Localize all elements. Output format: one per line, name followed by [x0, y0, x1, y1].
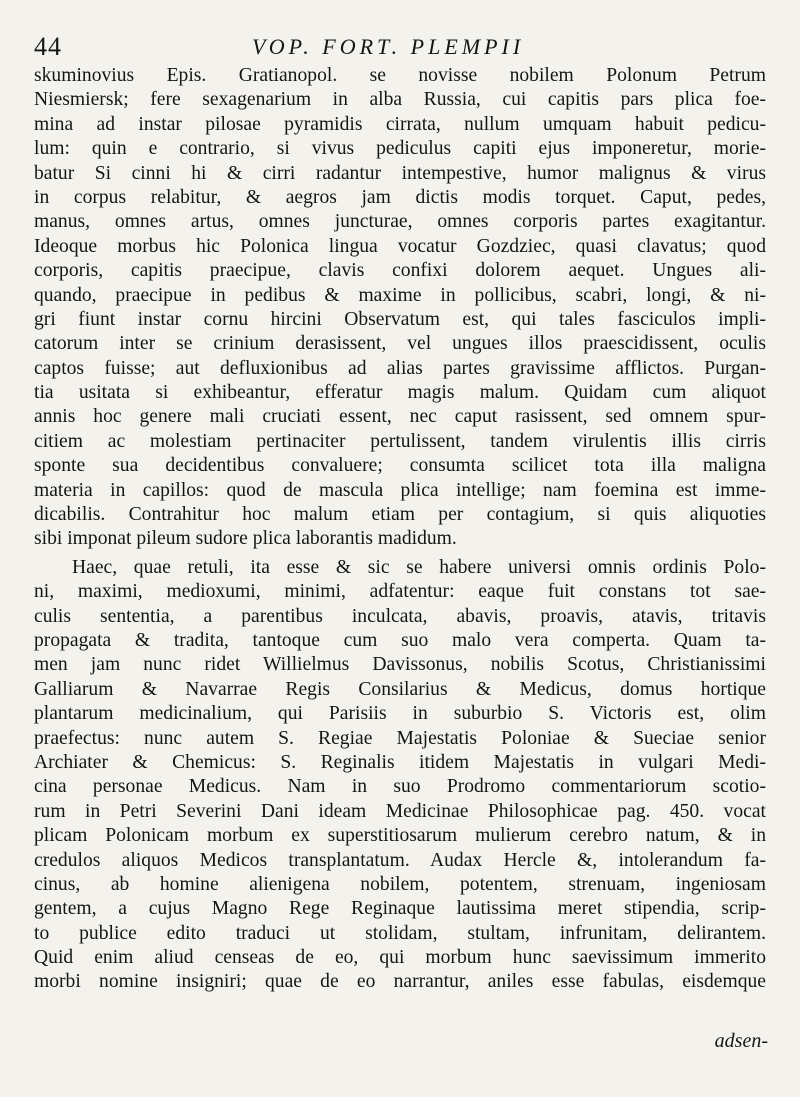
text-line: tia usitata si exhibeantur, efferatur magis malum. Quidam cum aliquot	[34, 382, 766, 404]
text-line: cinus, ab homine alienigena nobilem, potentem, strenuam, ingeniosam	[34, 873, 766, 895]
text-line: batur Si cinni hi & cirri radantur intempestive, humor malignus & virus	[34, 162, 766, 184]
text-line: to publice edito traduci ut stolidam, stultam, infrunitam, delirantem.	[34, 922, 766, 944]
text-line: cina personae Medicus. Nam in suo Prodromo commentariorum scotio-	[34, 776, 766, 798]
running-head: VOP. FORT. PLEMPII	[252, 34, 525, 59]
page-number: 44	[34, 32, 62, 61]
text-line: Ideoque morbus hic Polonica lingua vocatur Gozdziec, quasi clavatus; quod	[34, 235, 766, 257]
paragraph-1	[34, 64, 766, 552]
text-line: captos fuisse; aut defluxionibus ad alias partes gravissime afflictos. Purgan-	[34, 357, 766, 379]
text-line: Quid enim aliud censeas de eo, qui morbum hunc saevissimum immerito	[34, 947, 766, 969]
text-line: culis sententia, a parentibus inculcata, abavis, proavis, atavis, tritavis	[34, 605, 766, 627]
text-line: Haec, quae retuli, ita esse & sic se habere universi omnis ordinis Polo-	[72, 556, 766, 578]
text-line: sibi imponat pileum sudore plica laborantis madidum.	[34, 528, 457, 550]
text-line: Galliarum & Navarrae Regis Consilarius & Medicus, domus hortique	[34, 678, 766, 700]
text-line: gentem, a cujus Magno Rege Reginaque lautissima meret stipendia, scrip-	[34, 898, 766, 920]
text-line: plantarum medicinalium, qui Parisiis in suburbio S. Victoris est, olim	[34, 703, 766, 725]
text-line: manus, omnes artus, omnes juncturae, omnes corporis partes exagitantur.	[34, 211, 766, 233]
text-line: dicabilis. Contrahitur hoc malum etiam per contagium, si quis aliquoties	[34, 504, 766, 526]
text-line: propagata & tradita, tantoque cum suo malo vera comperta. Quam ta-	[34, 629, 766, 651]
paragraph-2	[34, 556, 766, 995]
text-line: catorum inter se crinium derasissent, vel ungues illos praescidissent, oculis	[34, 333, 766, 355]
text-line: lum: quin e contrario, si vivus pediculus capiti ejus imponeretur, morie-	[34, 138, 766, 160]
text-line: gri fiunt instar cornu hircini Observatum est, qui tales fasciculos impli-	[34, 308, 766, 330]
text-line: materia in capillos: quod de mascula plica intellige; nam foemina est imme-	[34, 479, 766, 501]
text-line: corporis, capitis praecipue, clavis confixi dolorem aequet. Ungues ali-	[34, 260, 766, 282]
text-line: annis hoc genere mali cruciati essent, nec caput rasissent, sed omnem spur-	[34, 406, 766, 428]
catchword: adsen-	[714, 1030, 768, 1052]
text-line: sponte sua decidentibus convaluere; consumta scilicet tota illa maligna	[34, 455, 766, 477]
text-line: skuminovius Epis. Gratianopol. se novisse nobilem Polonum Petrum	[34, 65, 766, 86]
text-line: morbi nomine insigniri; quae de eo narrantur, aniles esse fabulas, eisdemque	[34, 971, 766, 993]
text-line: quando, praecipue in pedibus & maxime in pollicibus, scabri, longi, & ni-	[34, 284, 766, 306]
text-line: Niesmiersk; fere sexagenarium in alba Russia, cui capitis pars plica foe-	[34, 89, 766, 111]
text-line: Archiater & Chemicus: S. Reginalis itidem Majestatis in vulgari Medi-	[34, 751, 766, 773]
text-line: men jam nunc ridet Willielmus Davissonus, nobilis Scotus, Christianissimi	[34, 654, 766, 676]
text-line: credulos aliquos Medicos transplantatum. Audax Hercle &, intolerandum fa-	[34, 849, 766, 871]
text-line: mina ad instar pilosae pyramidis cirrata, nullum umquam habuit pedicu-	[34, 113, 766, 135]
text-line: plicam Polonicam morbum ex superstitiosarum mulierum cerebro natum, & in	[34, 825, 766, 847]
text-line: praefectus: nunc autem S. Regiae Majestatis Poloniae & Sueciae senior	[34, 727, 766, 749]
text-line: rum in Petri Severini Dani ideam Medicinae Philosophicae pag. 450. vocat	[34, 800, 766, 822]
page-header	[34, 30, 766, 60]
text-line: in corpus relabitur, & aegros jam dictis modis torquet. Caput, pedes,	[34, 186, 766, 208]
text-line: citiem ac molestiam pertinaciter pertulissent, tandem virulentis illis cirris	[34, 430, 766, 452]
text-line: ni, maximi, medioxumi, minimi, adfatentur: eaque fuit constans tot sae-	[34, 581, 766, 603]
